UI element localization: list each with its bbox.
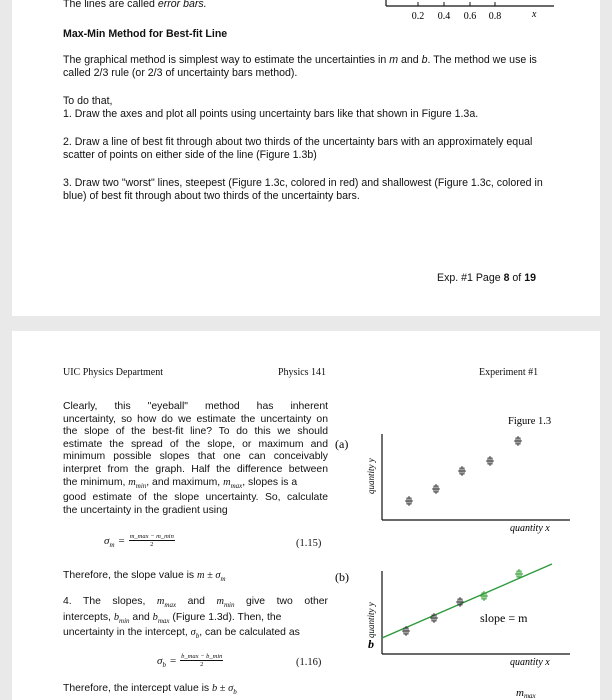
x-tick-label: 0.2 bbox=[411, 11, 425, 22]
equation-number: (1.15) bbox=[296, 538, 322, 549]
intro-paragraph: The graphical method is simplest way to estimate the uncertainties in m and b. The method we use is called 2/3 rule (or 2/3 of uncertainty bars method). bbox=[63, 54, 537, 79]
equation-1-15: $\sigma_m$ = m_max − m_min 2 bbox=[104, 532, 174, 550]
uncertainty-paragraph: Clearly, this "eyeball" method has inherent uncertainty, so how do we estimate the uncertainty on the slope of the best-fit line? To do this we should estimate the spread of the slope, or maximum and minimum possible slopes that one can conceivably interpret from the graph. Half the difference between the minimum, $m_{min}$, and maximum, $m_{max}$, slopes is a good estimate of the slope uncertainty. So, calculate the uncertainty in the gradient using bbox=[63, 401, 328, 516]
x-tick-label: 0.6 bbox=[463, 11, 477, 22]
step-2: 2. Draw a line of best fit through about two thirds of the uncertainty bars with an approximately equal scatter of points on either side of the line (Figure 1.3b) bbox=[63, 136, 533, 161]
section-heading: Max-Min Method for Best-fit Line bbox=[63, 28, 228, 40]
step-3: 3. Draw two "worst" lines, steepest (Figure 1.3c, colored in red) and shallowest (Figure 1.3c, colored in blue) of best fit through about two thirds of the uncertainty bars. bbox=[63, 177, 543, 202]
equation-1-16: $\sigma_b$ = b_max − b_min 2 bbox=[157, 652, 223, 670]
document-page-8 bbox=[12, 0, 600, 316]
figure-1-3 bbox=[332, 406, 600, 700]
x-axis-label: quantity x bbox=[510, 523, 550, 534]
equation-number: (1.16) bbox=[296, 657, 322, 668]
page-footer: Exp. #1 Page 8 of 19 bbox=[437, 272, 536, 284]
figure-label: Figure 1.3 bbox=[508, 416, 552, 427]
error-bars-sentence: The lines are called error bars. bbox=[63, 0, 207, 10]
x-tick-label: 0.4 bbox=[437, 11, 451, 22]
panel-b-label: (b) bbox=[335, 570, 349, 584]
todo-text: To do that, bbox=[63, 95, 113, 107]
x-axis-label: x bbox=[532, 9, 537, 20]
x-tick-label: 0.8 bbox=[488, 11, 502, 22]
header-center: Physics 141 bbox=[278, 367, 327, 378]
header-left: UIC Physics Department bbox=[63, 367, 163, 378]
slope-result: Therefore, the slope value is $m \pm \sigma_m$ bbox=[63, 570, 226, 584]
y-axis-label: quantity y bbox=[366, 458, 376, 494]
intercept-annotation: b bbox=[368, 637, 374, 651]
mmax-annotation: mmax bbox=[516, 687, 536, 700]
panel-a-label: (a) bbox=[335, 437, 349, 451]
document-page-9 bbox=[12, 331, 600, 700]
previous-figure-x-axis bbox=[382, 0, 562, 26]
step-1: 1. Draw the axes and plot all points using uncertainty bars like that shown in Figure 1.3a. bbox=[63, 108, 479, 120]
slope-annotation: slope = m bbox=[480, 611, 528, 625]
step-4-paragraph: 4. The slopes, $m_{max}$ and $m_{min}$ give two other intercepts, $b_{min}$ and $b_{max}$ (Figure 1.3d). Then, the uncertainty in the intercept, $\sigma_b$, can be calculated as bbox=[63, 596, 328, 641]
intercept-result: Therefore, the intercept value is $b \pm \sigma_b$ bbox=[63, 683, 237, 697]
best-fit-line bbox=[382, 564, 552, 638]
y-axis-label: quantity y bbox=[366, 602, 376, 638]
header-right: Experiment #1 bbox=[479, 367, 539, 378]
x-axis-label: quantity x bbox=[510, 657, 550, 668]
panel-a-data-points bbox=[405, 436, 522, 506]
